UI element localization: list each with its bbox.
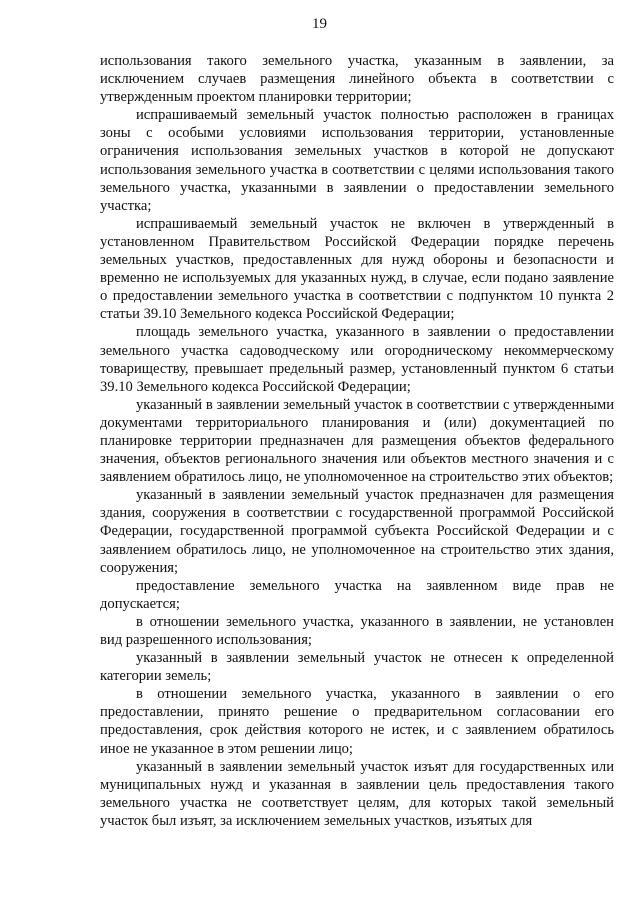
paragraph-10: в отношении земельного участка, указанного в заявлении о его предоставлении, принято решение о предварительном согласовании его предоставления, срок действия которого не истек, и с заявлением обратилось иное не указанное в этом решении лицо;: [100, 686, 614, 757]
paragraph-3: испрашиваемый земельный участок не включен в утвержденный в установленном Правительством Российской Федерации порядке перечень земельных участков, предоставленных для нужд обороны и безопасности и временно не используемых для указанных нужд, в случае, если подано заявление о предоставлении земельного участка в соответствии с подпунктом 10 пункта 2 статьи 39.10 Земельного кодекса Российской Федерации;: [100, 215, 614, 323]
document-body: [100, 52, 614, 830]
paragraph-5: указанный в заявлении земельный участок в соответствии с утвержденными документами территориального планирования и (или) документацией по планировке территории предназначен для размещения объектов федерального значения, объектов регионального значения или объектов местного значения и с заявлением обратилось лицо, не уполномоченное на строительство этих объектов;: [100, 396, 614, 486]
paragraph-7: предоставление земельного участка на заявленном виде прав не допускается;: [100, 577, 614, 612]
paragraph-1: использования такого земельного участка, указанным в заявлении, за исключением случаев размещения линейного объекта в соответствии с утвержденным проектом планировки территории;: [100, 53, 614, 106]
paragraph-2: испрашиваемый земельный участок полностью расположен в границах зоны с особыми условиями использования территории, установленные ограничения использования земельных участков в которой не допускают использования земельного участка в соответствии с целями использования такого земельного участка, указанными в заявлении о предоставлении земельного участка;: [100, 107, 614, 214]
paragraph-9: указанный в заявлении земельный участок не отнесен к определенной категории земель;: [100, 650, 614, 685]
paragraph-8: в отношении земельного участка, указанного в заявлении, не установлен вид разрешенного использования;: [100, 613, 614, 648]
paragraph-11: указанный в заявлении земельный участок изъят для государственных или муниципальных нужд и указанная в заявлении цель предоставления такого земельного участка не соответствует целям, для которых такой земельный участок был изъят, за исключением земельных участков, изъятых для: [100, 758, 614, 829]
paragraph-6: указанный в заявлении земельный участок предназначен для размещения здания, сооружения в соответствии с государственной программой Российской Федерации, государственной программой субъекта Российской Федерации и с заявлением обратилось лицо, не уполномоченное на строительство этих здания, сооружения;: [100, 487, 614, 576]
paragraph-4: площадь земельного участка, указанного в заявлении о предоставлении земельного участка садоводческому или огородническому некоммерческому товариществу, превышает предельный размер, установленный пунктом 6 статьи 39.10 Земельного кодекса Российской Федерации;: [100, 324, 614, 395]
page-number: 19: [312, 16, 327, 32]
